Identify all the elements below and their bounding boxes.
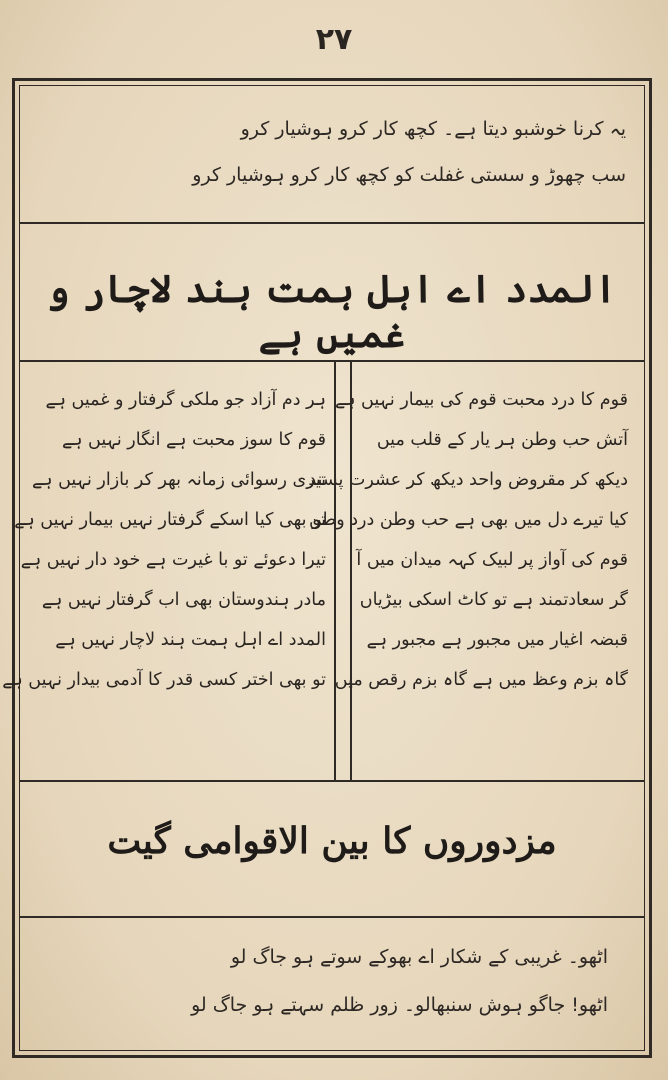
poem-right-line: قبضہ اغیار میں مجبور ہے مجبور ہے bbox=[366, 630, 628, 650]
poem-left-column bbox=[2, 362, 330, 780]
top-verse-line-2: سب چھوڑ و سستی غفلت کو کچھ کار کرو ہوشیار کرو bbox=[192, 164, 626, 186]
poem-right-line: گاہ بزم وعظ میں ہے گاہ بزم رقص میں bbox=[334, 670, 628, 690]
bottom-verse-line-1: اٹھو۔ غریبی کے شکار اے بھوکے سوتے ہو جاگ لو bbox=[230, 946, 608, 968]
poem-right-column bbox=[308, 362, 634, 780]
column-divider-right bbox=[350, 362, 352, 780]
heading-1: المدد اے اہل ہمت ہند لاچار و غمیں ہے bbox=[47, 266, 617, 356]
poem-left-line: تیرا دعوئے تو با غیرت ہے خود دار نہیں ہے bbox=[20, 550, 326, 570]
poem-left-line: تیری رسوائی زمانہ بھر کر بازار نہیں ہے bbox=[32, 470, 326, 490]
top-verse-line-1: یہ کرنا خوشبو دیتا ہے۔ کچھ کار کرو ہوشیار کرو bbox=[240, 118, 626, 140]
poem-left-line: مادر ہندوستان بھی اب گرفتار نہیں ہے bbox=[41, 590, 326, 610]
bottom-verse-line-2: اٹھو! جاگو ہوش سنبھالو۔ زور ظلم سہتے ہو جاگ لو bbox=[191, 994, 608, 1016]
poem-left-line: ہر دم آزاد جو ملکی گرفتار و غمیں ہے bbox=[45, 390, 326, 410]
poem-left-line: تو بھی کیا اسکے گرفتار نہیں بیمار نہیں ہے bbox=[14, 510, 326, 530]
heading-section-1 bbox=[19, 224, 645, 360]
poem-right-line: کیا تیرے دل میں بھی ہے حب وطن درد وطن bbox=[308, 510, 628, 530]
poem-left-line: تو بھی اختر کسی قدر کا آدمی بیدار نہیں ہے bbox=[2, 670, 326, 690]
poem-left-line: المدد اے اہل ہمت ہند لاچار نہیں ہے bbox=[55, 630, 326, 650]
poem-right-line: آتش حب وطن ہر یار کے قلب میں bbox=[376, 430, 628, 450]
poem-right-line: گر سعادتمند ہے تو کاٹ اسکی بیڑیاں bbox=[359, 590, 628, 610]
column-divider-left bbox=[334, 362, 336, 780]
poem-left-line: قوم کا سوز محبت ہے انگار نہیں ہے bbox=[61, 430, 326, 450]
page-number: ۲۷ bbox=[315, 22, 353, 57]
poem-right-line: دیکھ کر مقروض واحد دیکھ کر عشرت پسند bbox=[308, 470, 628, 490]
heading-2: مزدوروں کا بین الاقوامی گیت bbox=[107, 820, 557, 862]
divider-4 bbox=[19, 916, 645, 918]
heading-section-2 bbox=[19, 782, 645, 916]
poem-right-line: قوم کی آواز پر لبیک کہہ میدان میں آ bbox=[356, 550, 628, 570]
poem-right-line: قوم کا درد محبت قوم کی بیمار نہیں ہے bbox=[334, 390, 628, 410]
